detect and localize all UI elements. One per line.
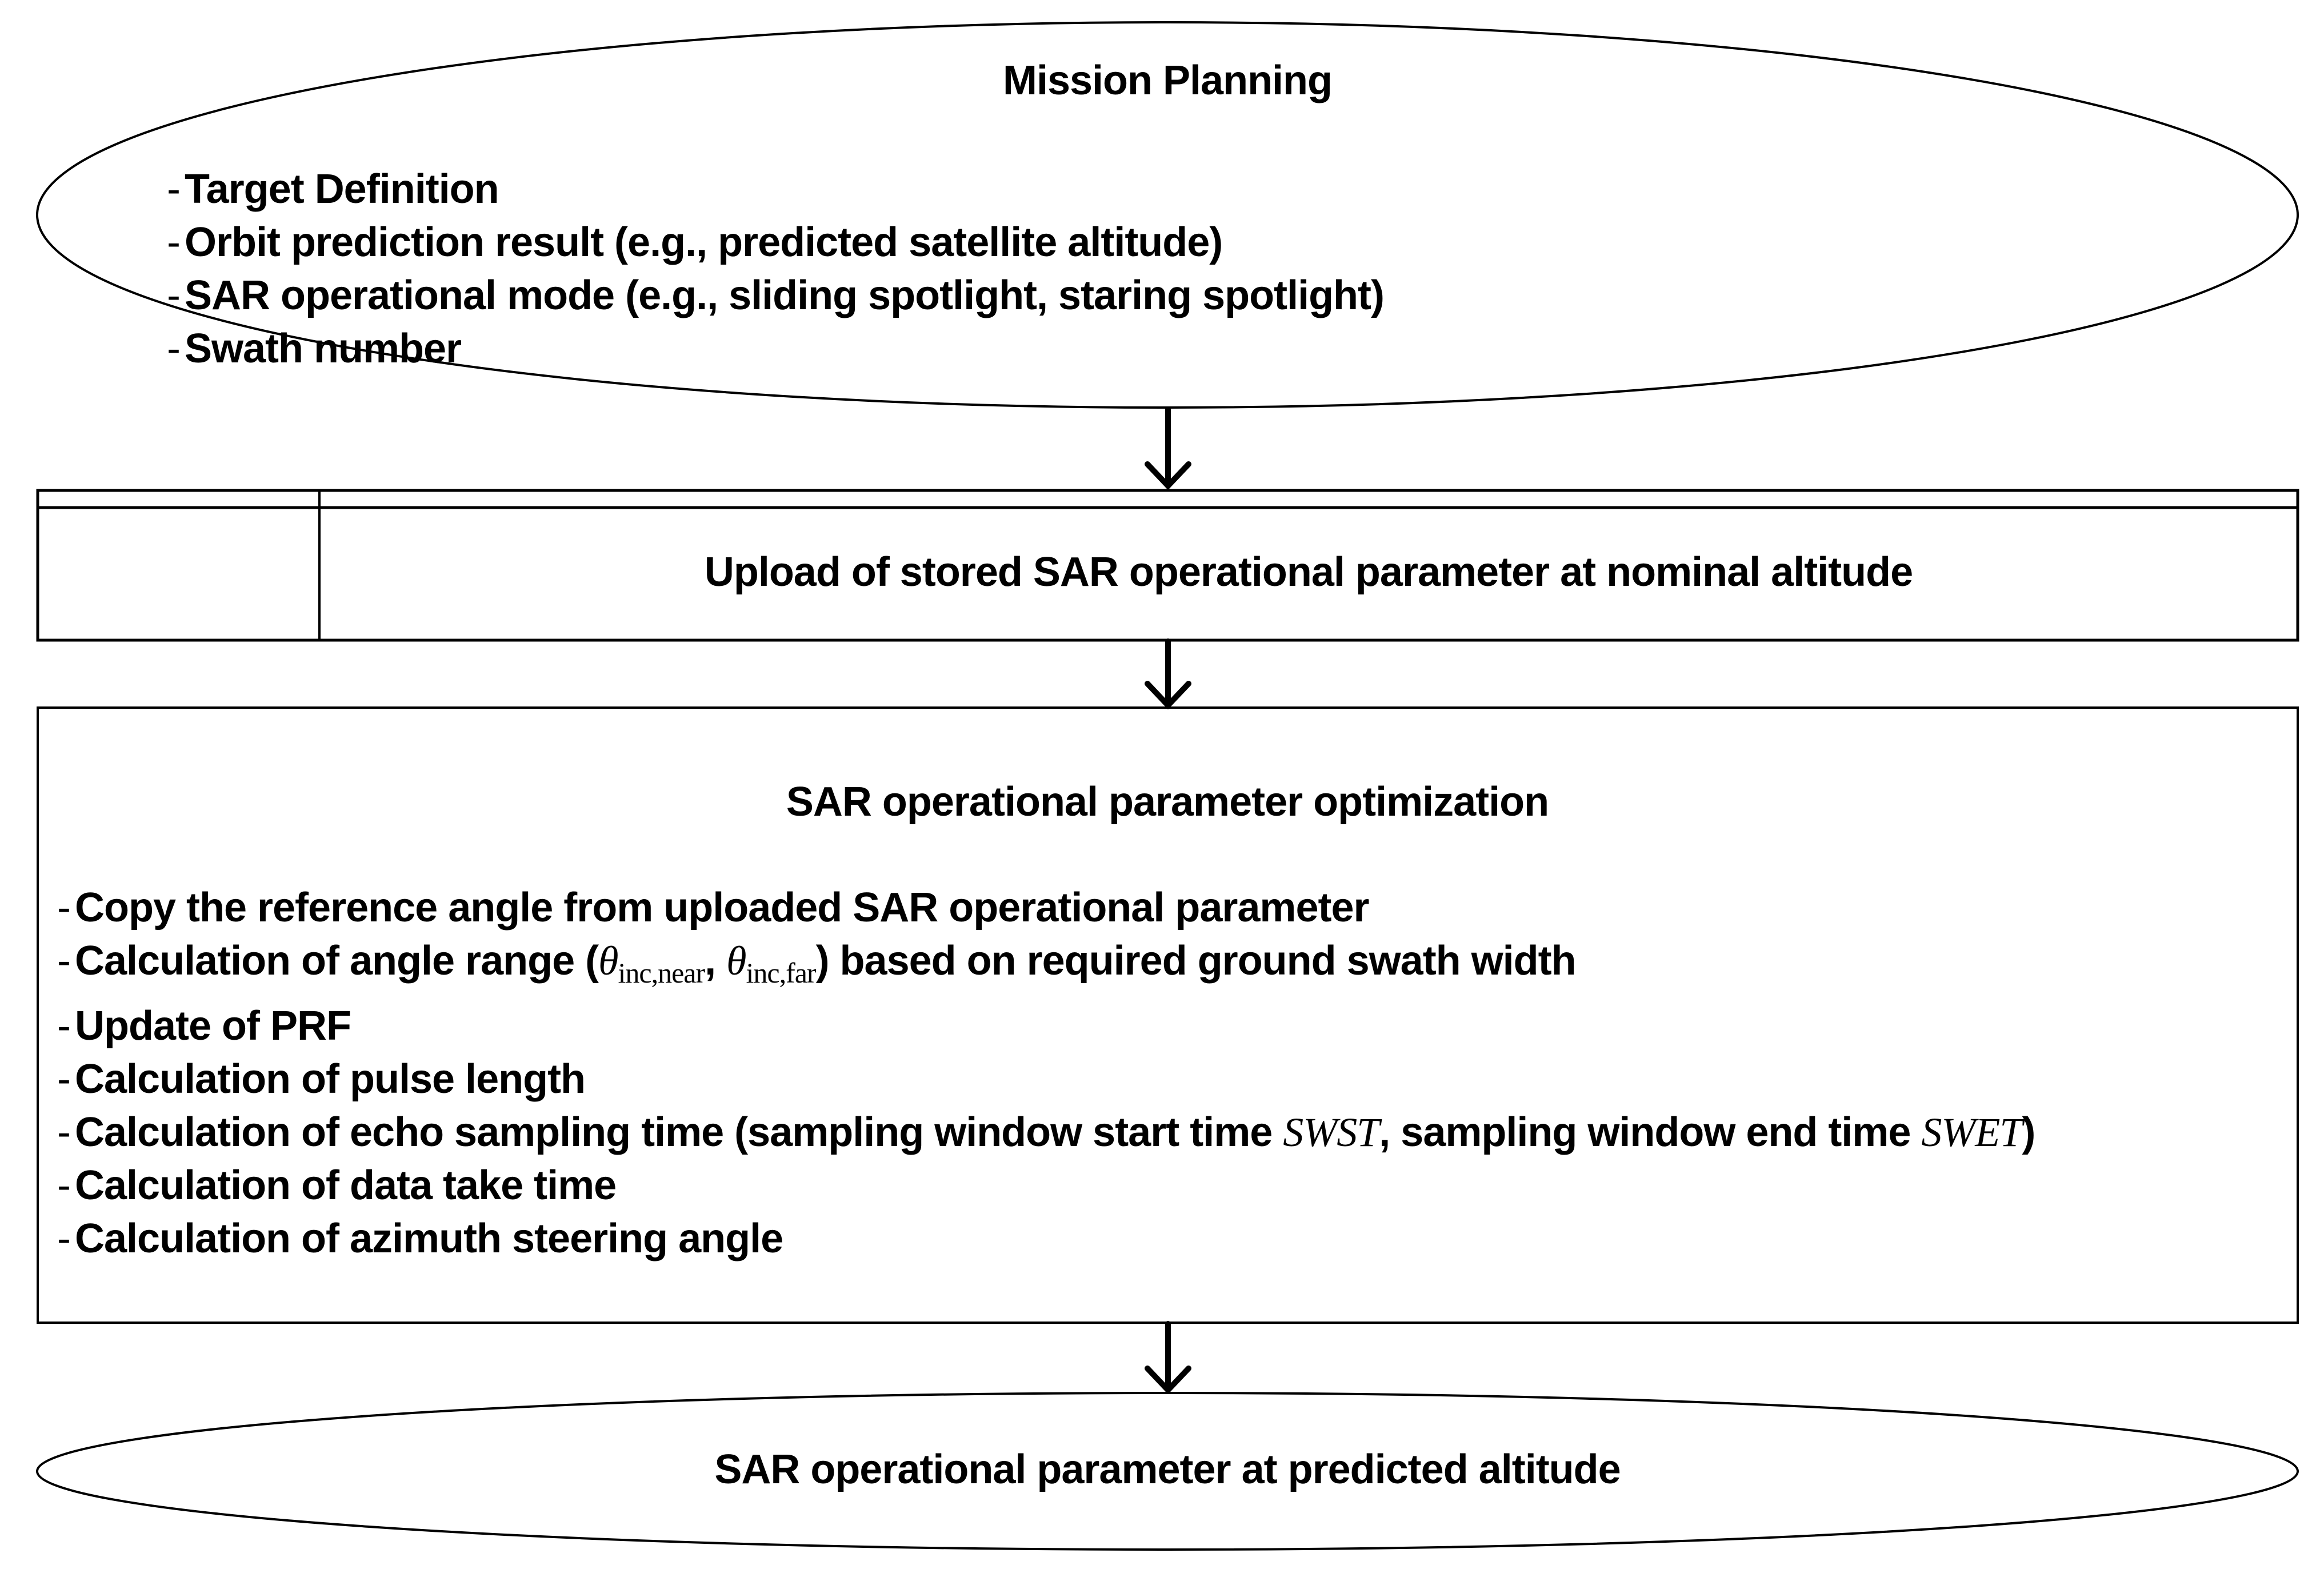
result-title: SAR operational parameter at predicted altitude xyxy=(714,1447,1621,1492)
optimization-list xyxy=(57,881,2035,1265)
list-item: - Orbit prediction result (e.g., predicted satellite altitude) xyxy=(167,219,1223,265)
optimization-title: SAR operational parameter optimization xyxy=(786,779,1549,825)
mission-planning-title: Mission Planning xyxy=(1002,58,1333,103)
list-item: - Target Definition xyxy=(167,166,499,212)
list-item: - Copy the reference angle from uploaded SAR operational parameter xyxy=(57,885,1369,931)
list-item: - Calculation of data take time xyxy=(57,1163,617,1208)
list-item: - Swath number xyxy=(167,326,462,372)
arrow-down-icon xyxy=(1147,409,1189,486)
list-item: - Update of PRF xyxy=(57,1003,351,1049)
arrow-down-icon xyxy=(1147,1324,1189,1390)
mission-planning-list xyxy=(167,163,1384,376)
list-item: - Calculation of azimuth steering angle xyxy=(57,1216,783,1261)
upload-title: Upload of stored SAR operational parameter at nominal altitude xyxy=(704,549,1913,595)
arrow-down-icon xyxy=(1147,641,1189,705)
list-item: - Calculation of angle range ($\theta_{inc,near}$, $\theta_{inc,far}$) based on required ground swath width xyxy=(57,938,1576,989)
list-item: - Calculation of pulse length xyxy=(57,1056,586,1102)
list-item: - SAR operational mode (e.g., sliding spotlight, staring spotlight) xyxy=(167,273,1384,318)
list-item: - Calculation of echo sampling time (sampling window start time SWST, sampling window end time SWET) xyxy=(57,1109,2035,1155)
